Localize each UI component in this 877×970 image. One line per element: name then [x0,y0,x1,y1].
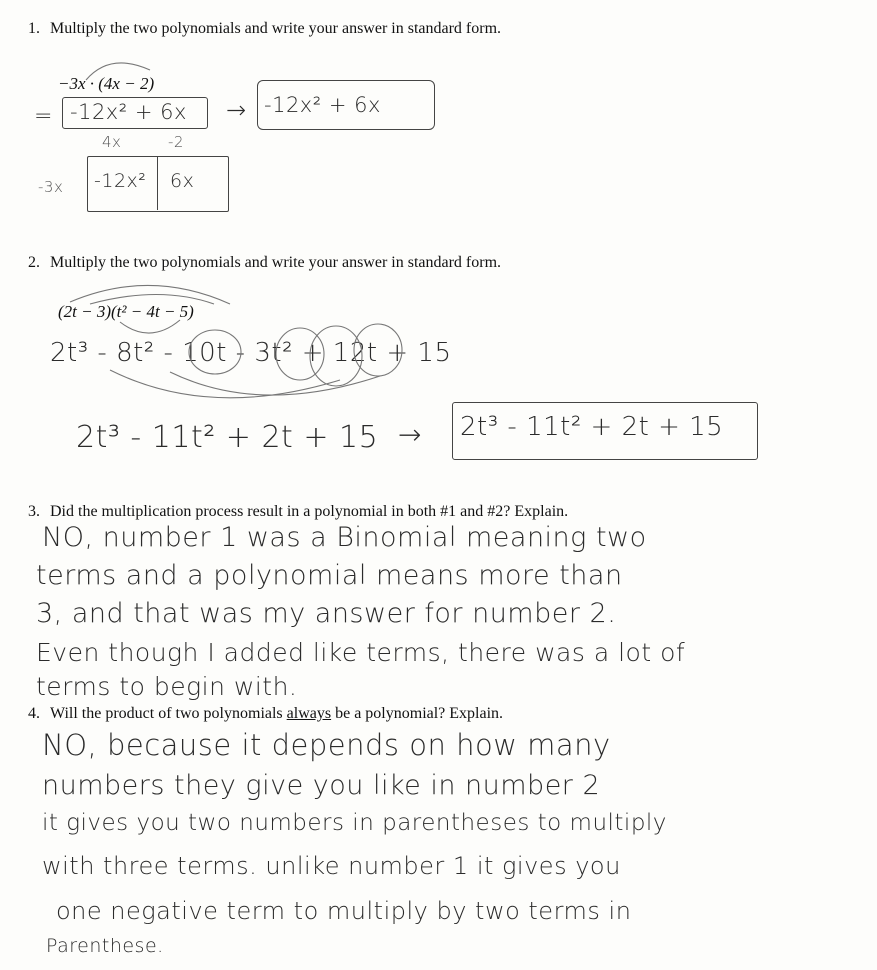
q3-line-5: terms to begin with. [36,672,298,701]
q1-box-side: -3x [38,178,64,196]
q4-line-5: one negative term to multiply by two terms in [56,897,632,925]
q4-line-2: numbers they give you like in number 2 [42,770,601,801]
q1-box-cell-right: 6x [170,170,195,192]
q4-line-1: NO, because it depends on how many [42,728,611,762]
q1-arrow: → [226,96,247,124]
q2-distribution-arc-2 [90,295,214,305]
q1-box-cell-left: -12x² [94,170,147,192]
q2-distribution-arc-3 [120,320,180,333]
q1-equals: = [34,104,53,129]
q4-line-4: with three terms. unlike number 1 it gives you [42,852,621,880]
question-3 [28,503,568,521]
q4-line-3: it gives you two numbers in parentheses to multiply [42,810,667,836]
q1-distribution-arc [86,63,150,80]
question-text-after: be a polynomial? Explain. [335,705,504,722]
q2-expansion: 2t³ - 8t² - 10t - 3t² + 12t + 15 [50,338,452,368]
q3-line-3: 3, and that was my answer for number 2. [36,598,617,629]
question-number: 2. [28,254,40,271]
q1-step1: -12x² + 6x [70,100,187,124]
q1-problem: −3x · (4x − 2) [58,74,155,93]
q3-line-1: NO, number 1 was a Binomial meaning two [42,522,647,553]
question-number: 4. [28,705,40,722]
q2-connect-arc-2 [170,372,380,395]
question-text: Did the multiplication process result in a polynomial in both #1 and #2? Explain. [50,503,569,520]
q2-problem: (2t − 3)(t² − 4t − 5) [58,302,194,321]
question-number: 3. [28,503,40,520]
q1-box-top-left: 4x [102,133,122,151]
q4-line-6: Parenthese. [46,935,164,957]
question-text: Multiply the two polynomials and write your answer in standard form. [50,20,502,37]
question-number: 1. [28,20,40,37]
q1-answer: -12x² + 6x [264,93,381,117]
q2-arrow: → [398,418,422,451]
q2-circle-term-1 [189,330,241,374]
q2-answer: 2t³ - 11t² + 2t + 15 [460,412,724,442]
q2-combined: 2t³ - 11t² + 2t + 15 [76,420,379,455]
question-text-before: Will the product of two polynomials [50,705,283,722]
question-text-underlined: always [286,705,332,722]
question-text: Multiply the two polynomials and write your answer in standard form. [50,254,502,271]
q3-line-2: terms and a polynomial means more than [36,560,623,591]
question-4 [28,705,503,723]
q1-box-top-right: -2 [168,133,184,151]
q3-line-4: Even though I added like terms, there was a lot of [36,638,686,667]
